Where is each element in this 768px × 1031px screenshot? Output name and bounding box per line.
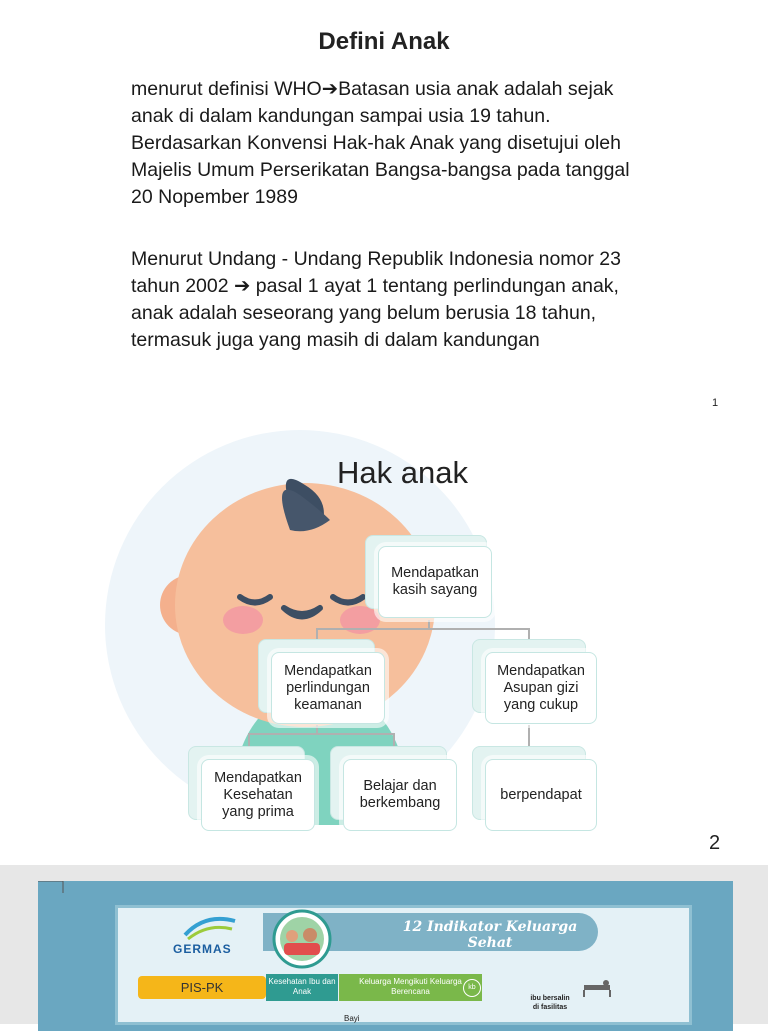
slide-keluarga-sehat	[0, 865, 768, 1024]
node-berpendapat: berpendapat	[485, 759, 597, 831]
connector-left-child1	[248, 733, 250, 747]
connector-left-child2	[393, 733, 395, 747]
indikator-title: 12 Indikator Keluarga Sehat	[402, 919, 578, 951]
node-belajar: Belajar dan berkembang	[343, 759, 457, 831]
baby-cheek-left	[223, 606, 263, 634]
bayi-label: Bayi	[344, 1014, 360, 1023]
node-perlindungan: Mendapatkan perlindungan keamanan	[271, 652, 385, 724]
baby-cheek-right	[340, 606, 380, 634]
family-emblem-icon	[262, 909, 342, 969]
corner-mark	[38, 881, 68, 895]
slide-hak-anak	[0, 425, 768, 865]
node-kesehatan: Mendapatkan Kesehatan yang prima	[201, 759, 315, 831]
slide-definisi-anak	[0, 0, 768, 425]
kb-icon: kb	[463, 979, 481, 997]
node-asupan-gizi: Mendapatkan Asupan gizi yang cukup	[485, 652, 597, 724]
page-number-2: 2	[709, 832, 721, 854]
connector-root-down	[428, 620, 430, 629]
node-kasih-sayang: Mendapatkan kasih sayang	[378, 546, 492, 618]
germas-logo-icon	[180, 913, 240, 943]
keluarga-berencana-pill: Keluarga Mengikuti Keluarga Berencana	[339, 974, 482, 1001]
connector-left-children	[248, 733, 393, 735]
who-definition-paragraph: menurut definisi WHO➔Batasan usia anak adalah sejak anak di dalam kandungan sampai usia 19 tahun. Berdasarkan Konvensi Hak-hak Anak yang disetujui oleh Majelis Umum Perserikatan Bangsa-bangsa pada tanggal 20 Nopember 1989	[131, 78, 630, 208]
uu-definition-paragraph: Menurut Undang - Undang Republik Indonesia nomor 23 tahun 2002 ➔ pasal 1 ayat 1 tentang perlindungan anak, anak adalah seseorang yang belum berusia 18 tahun, termasuk juga yang masih di dalam kandungan	[131, 248, 621, 351]
page-number-1: 1	[712, 397, 719, 409]
connector-left-down	[316, 725, 318, 734]
pispk-label: PIS-PK	[138, 976, 266, 999]
germas-logo: GERMAS	[173, 942, 232, 956]
kesehatan-ibu-anak-pill: Kesehatan Ibu dan Anak	[266, 974, 338, 1001]
connector-right-down	[528, 725, 530, 747]
connector-root-horizontal	[316, 628, 528, 630]
slide1-title: Defini Anak	[318, 28, 450, 55]
persalinan-note: ibu bersalin di fasilitas	[530, 995, 570, 1011]
slide2-title: Hak anak	[337, 455, 468, 490]
bed-icon	[578, 973, 618, 1001]
